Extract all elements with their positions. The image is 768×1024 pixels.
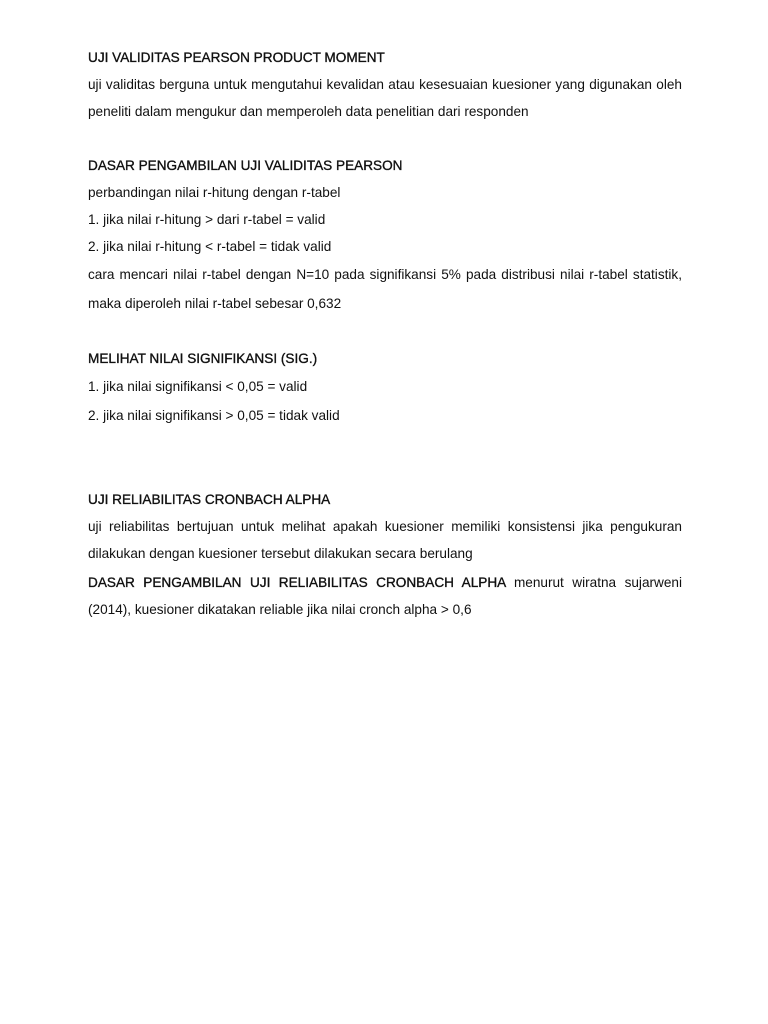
list-item-sig-rule-2: 2. jika nilai signifikansi > 0,05 = tidak valid [88,408,340,423]
paragraph-cronbach-dasar [88,569,682,623]
document-page [88,44,682,623]
spacer [88,430,682,486]
list-item-rule-2: 2. jika nilai r-hitung < r-tabel = tidak valid [88,239,332,254]
spacer [88,125,682,152]
heading-cronbach: UJI RELIABILITAS CRONBACH ALPHA [88,492,331,507]
heading-dasar-pearson: DASAR PENGAMBILAN UJI VALIDITAS PEARSON [88,158,403,173]
cronbach-dasar-text: menurut wiratna sujarweni (2014), kuesioner dikatakan reliable jika nilai cronch alpha > 0,6 [88,575,682,617]
heading-signifikansi: MELIHAT NILAI SIGNIFIKANSI (SIG.) [88,351,318,366]
cronbach-dasar-label: DASAR PENGAMBILAN UJI RELIABILITAS CRONBACH ALPHA [88,575,506,590]
paragraph-r-tabel-note: cara mencari nilai r-tabel dengan N=10 pada signifikansi 5% pada distribusi nilai r-tabel statistik, maka diperoleh nilai r-tabel sebesar 0,632 [88,267,682,311]
spacer [88,318,682,345]
list-item-rule-1: 1. jika nilai r-hitung > dari r-tabel = valid [88,212,326,227]
list-item-sig-rule-1: 1. jika nilai signifikansi < 0,05 = valid [88,379,308,394]
heading-pearson: UJI VALIDITAS PEARSON PRODUCT MOMENT [88,50,385,65]
paragraph-cronbach-description: uji reliabilitas bertujuan untuk melihat apakah kuesioner memiliki konsistensi jika pengukuran dilakukan dengan kuesioner tersebut dilakukan secara berulang [88,519,682,561]
paragraph-pearson-description: uji validitas berguna untuk mengutahui kevalidan atau kesesuaian kuesioner yang digunakan oleh peneliti dalam mengukur dan memperoleh data penelitian dari responden [88,77,682,119]
paragraph-dasar-pearson-intro: perbandingan nilai r-hitung dengan r-tabel [88,185,341,200]
